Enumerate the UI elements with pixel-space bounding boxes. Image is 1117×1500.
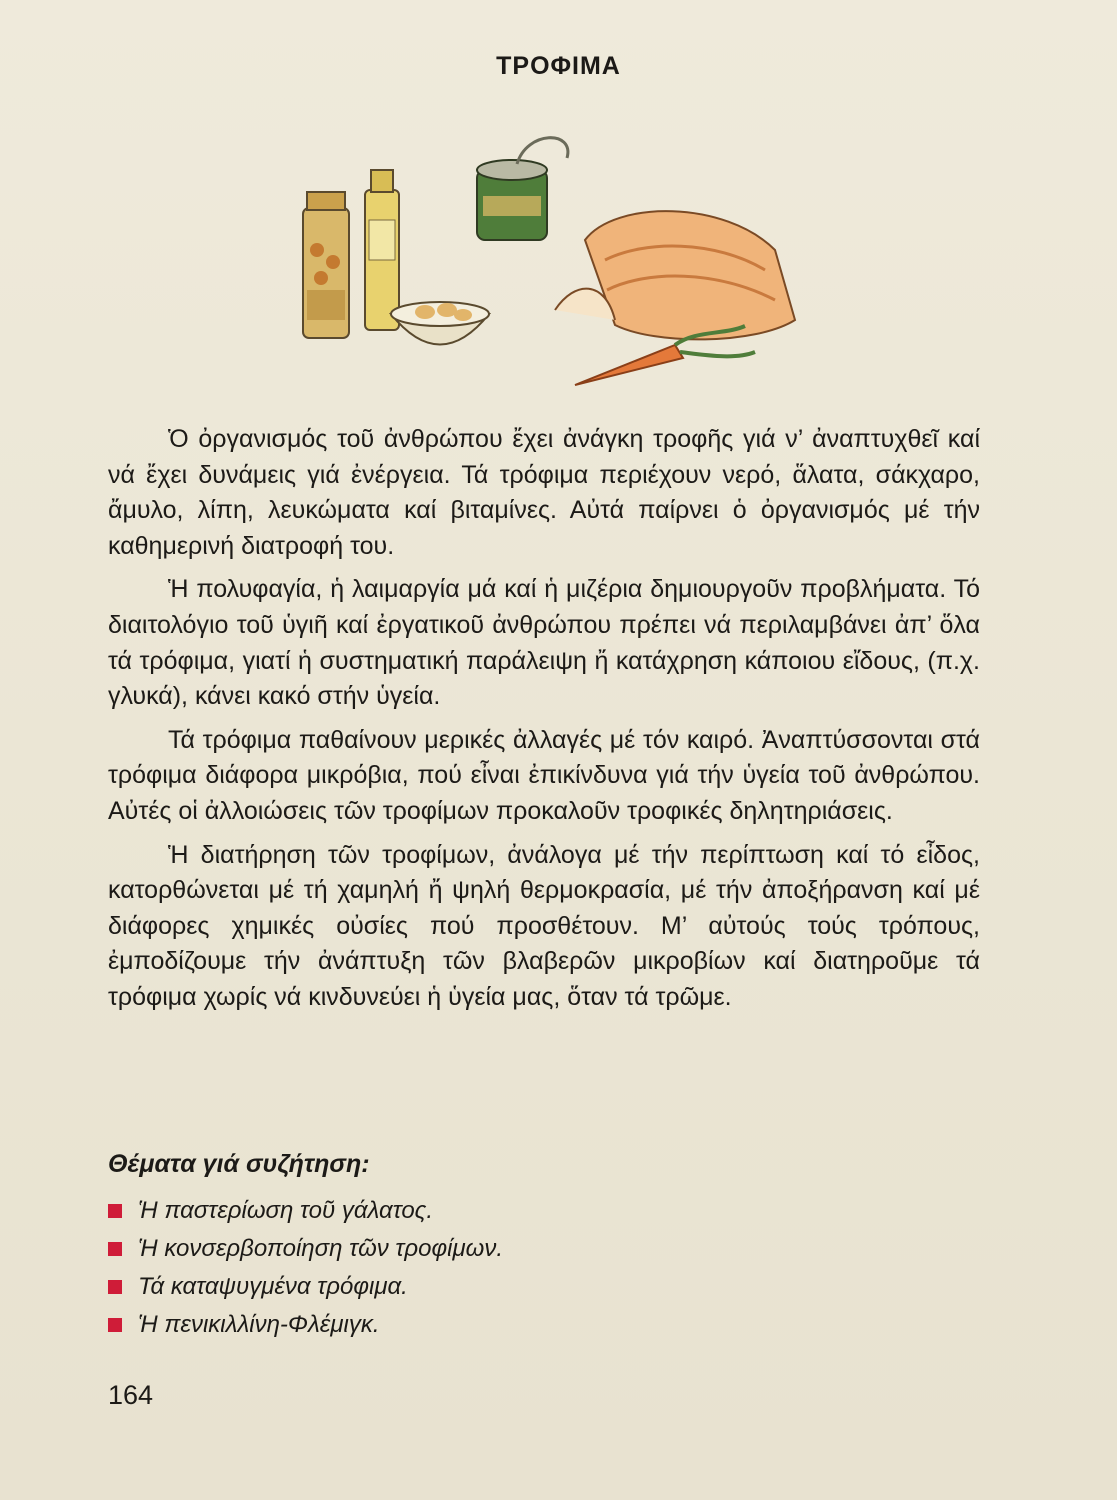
list-item [108,1306,503,1344]
square-bullet-icon [108,1318,122,1332]
paragraph: Τά τρόφιμα παθαίνουν μερικές ἀλλαγές μέ τόν καιρό. Ἀναπτύσσονται στά τρόφιμα διάφορα μικρόβια, πού εἶναι ἐπικίνδυνα γιά τήν ὑγεία τοῦ ἀνθρώπου. Αὐτές οἱ ἀλλοιώσεις τῶν τροφίμων προκαλοῦν τροφικές δηλητηριάσεις. [108,725,980,825]
discussion-topics-list [108,1192,503,1344]
topic-label: Τά καταψυγμένα τρόφιμα. [138,1273,408,1300]
bottle-icon [365,170,399,330]
topic-label: Ἡ παστερίωση τοῦ γάλατος. [138,1197,434,1224]
paragraph: Ἡ διατήρηση τῶν τροφίμων, ἀνάλογα μέ τήν περίπτωση καί τό εἶδος, κατορθώνεται μέ τή χαμηλή ἤ ψηλή θερμοκρασία, μέ τήν ἀποξήρανση καί μέ διάφορες χημικές οὐσίες πού προσθέτουν. Μ’ αὐτούς τούς τρόπους, ἐμποδίζουμε τήν ἀνάπτυξη τῶν βλαβερῶν μικροβίων καί διατηροῦμε τά τρόφιμα χωρίς νά κινδυνεύει ἡ ὑγεία μας, ὅταν τά τρῶμε. [108,840,980,1011]
topic-label: Ἡ κονσερβοποίηση τῶν τροφίμων. [138,1235,503,1262]
topic-label: Ἡ πενικιλλίνη-Φλέμιγκ. [138,1311,380,1338]
square-bullet-icon [108,1242,122,1256]
square-bullet-icon [108,1204,122,1218]
page-title: ΤΡΟΦΙΜΑ [496,52,621,80]
can-icon [477,138,568,240]
square-bullet-icon [108,1280,122,1294]
bowl-icon [391,302,489,345]
body-text [108,422,980,1016]
food-illustration [255,130,815,400]
list-item [108,1192,503,1230]
list-item [108,1230,503,1268]
list-item [108,1268,503,1306]
bread-loaf-icon [555,211,795,339]
paragraph: Ὁ ὀργανισμός τοῦ ἀνθρώπου ἔχει ἀνάγκη τροφῆς γιά ν’ ἀναπτυχθεῖ καί νά ἔχει δυνάμεις γιά ἐνέργεια. Τά τρόφιμα περιέχουν νερό, ἅλατα, σάκχαρο, ἄμυλο, λίπη, λευκώματα καί βιταμίνες. Αὐτά παίρνει ὁ ὀργανισμός μέ τήν καθημερινή διατροφή του. [108,425,980,560]
jar-icon [303,192,349,338]
paragraph: Ἡ πολυφαγία, ἡ λαιμαργία μά καί ἡ μιζέρια δημιουργοῦν προβλήματα. Τό διαιτολόγιο τοῦ ὑγιῆ καί ἐργατικοῦ ἀνθρώπου πρέπει νά περιλαμβάνει ἀπ’ ὅλα τά τρόφιμα, γιατί ἡ συστηματική παράλειψη ἤ κατάχρηση κάποιου εἴδους, (π.χ. γλυκά), κάνει κακό στήν ὑγεία. [108,575,980,711]
page-number: 164 [108,1380,154,1410]
discussion-heading: Θέματα γιά συζήτηση: [108,1150,370,1178]
